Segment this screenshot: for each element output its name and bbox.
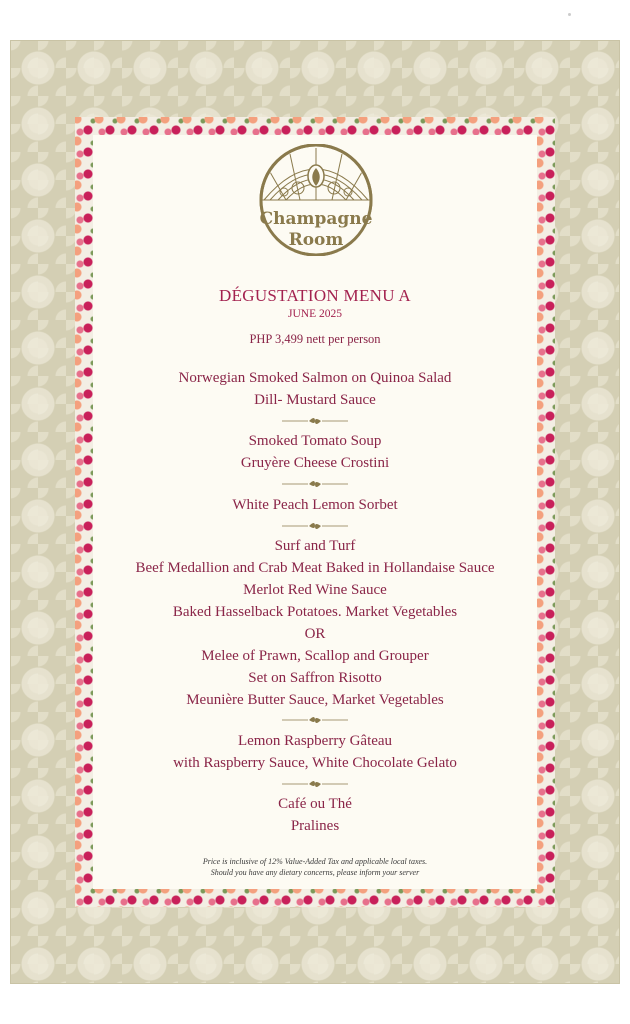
course-line: Merlot Red Wine Sauce [243,582,387,598]
menu-date: JUNE 2025 [288,308,342,320]
ornament-divider [280,715,350,725]
course-5 [93,730,537,774]
course-line: Set on Saffron Risotto [248,670,382,686]
course-line: Beef Medallion and Crab Meat Baked in Hollandaise Sauce [135,560,495,576]
course-line: Gruyère Cheese Crostini [240,455,390,471]
ornament-divider [280,416,350,426]
logo-text-line1: Champagne [259,209,373,229]
ornament-divider [280,521,350,531]
course-line: Norwegian Smoked Salmon on Quinoa Salad [178,370,452,386]
course-line: Melee of Prawn, Scallop and Grouper [201,648,429,664]
course-6 [93,793,537,837]
course-line: OR [304,626,326,642]
course-4 [93,535,537,711]
course-3 [93,494,537,516]
corner-dot [568,13,571,16]
course-2 [93,430,537,474]
footnote-line: Should you have any dietary concerns, please inform your server [210,868,420,877]
course-line: Lemon Raspberry Gâteau [237,733,393,749]
tax-footnote [93,856,537,878]
ornament-divider [280,479,350,489]
footnote-line: Price is inclusive of 12% Value-Added Tax and applicable local taxes. [202,857,428,866]
logo-text-line2: Room [288,230,344,250]
course-line: Café ou Thé [278,796,352,812]
course-line: Meunière Butter Sauce, Market Vegetables [186,692,444,708]
course-line: Smoked Tomato Soup [248,433,382,449]
menu-title: DÉGUSTATION MENU A [219,286,411,305]
course-line: Dill- Mustard Sauce [254,392,376,408]
course-line: Baked Hasselback Potatoes. Market Vegetables [172,604,458,620]
champagne-room-logo [256,144,376,256]
course-1 [93,367,537,411]
course-line: White Peach Lemon Sorbet [232,497,398,513]
course-line: Surf and Turf [274,538,356,554]
ornament-divider [280,779,350,789]
menu-price: PHP 3,499 nett per person [249,332,381,346]
course-line: Pralines [290,818,340,834]
course-line: with Raspberry Sauce, White Chocolate Gelato [173,755,457,771]
